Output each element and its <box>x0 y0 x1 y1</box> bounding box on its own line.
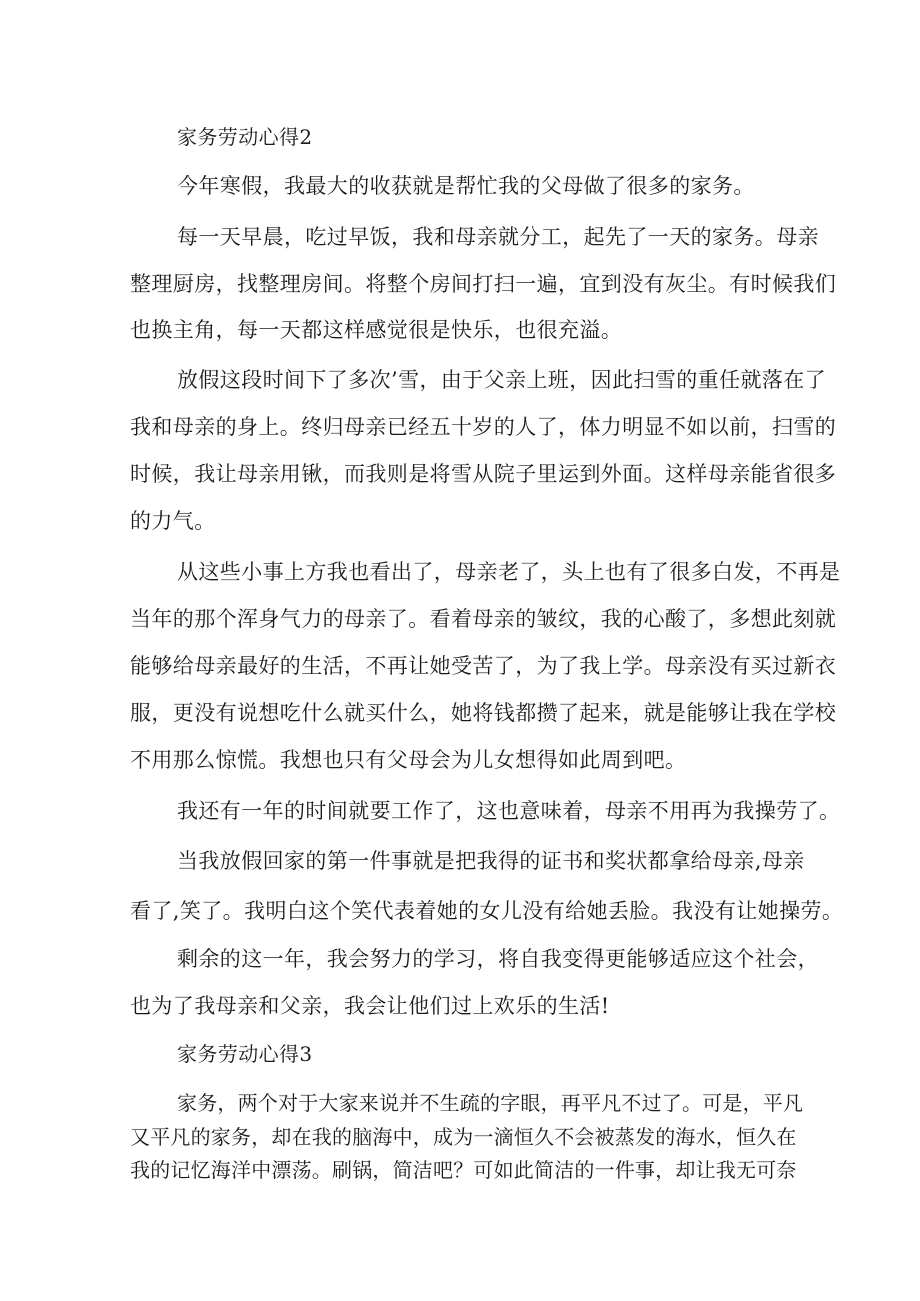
paragraph-line: 服，更没有说想吃什么就买什么，她将钱都攒了起来，就是能够让我在学校 <box>130 701 837 725</box>
paragraph-line: 的力气。 <box>130 509 216 533</box>
paragraph-line: 每一天早晨，吃过早饭，我和母亲就分工，起先了一天的家务。母亲 <box>177 225 819 249</box>
paragraph-line: 不用那么惊慌。我想也只有父母会为儿女想得如此周到吧。 <box>130 748 687 772</box>
paragraph-line: 从这些小事上方我也看出了，母亲老了，头上也有了很多白发，不再是 <box>177 560 841 584</box>
paragraph-line: 我的记忆海洋中漂荡。刷锅，简洁吧？可如此简洁的一件事，却让我无可奈 <box>130 1158 797 1182</box>
section-heading-2: 家务劳动心得2 <box>177 125 313 149</box>
paragraph-line: 当年的那个浑身气力的母亲了。看着母亲的皱纹，我的心酸了，多想此刻就 <box>130 607 837 631</box>
paragraph-line: 当我放假回家的第一件事就是把我得的证书和奖状都拿给母亲,母亲 <box>177 849 805 873</box>
paragraph-line: 也为了我母亲和父亲，我会让他们过上欢乐的生活! <box>130 994 610 1018</box>
paragraph-line: 也换主角，每一天都这样感觉很是快乐，也很充溢。 <box>130 318 623 342</box>
paragraph-line: 我和母亲的身上。终归母亲已经五十岁的人了，体力明显不如以前，扫雪的 <box>130 415 837 439</box>
paragraph-line: 剩余的这一年，我会努力的学习，将自我变得更能够适应这个社会， <box>177 947 819 971</box>
paragraph-line: 我还有一年的时间就要工作了，这也意味着，母亲不用再为我操劳了。 <box>177 799 841 823</box>
paragraph-line: 时候，我让母亲用锹，而我则是将雪从院子里运到外面。这样母亲能省很多 <box>130 462 837 486</box>
section-heading-3: 家务劳动心得3 <box>177 1042 313 1066</box>
paragraph-line: 能够给母亲最好的生活，不再让她受苦了，为了我上学。母亲没有买过新衣 <box>130 654 837 678</box>
paragraph-line: 家务，两个对于大家来说并不生疏的字眼，再平凡不过了。可是，平凡 <box>177 1091 804 1115</box>
paragraph-line: 整理厨房，找整理房间。将整个房间打扫一遍，宜到没有灰尘。有时候我们 <box>130 272 837 296</box>
paragraph-line: 看了,笑了。我明白这个笑代表着她的女儿没有给她丢脸。我没有让她操劳。 <box>130 899 844 923</box>
paragraph-line: 又平凡的家务，却在我的脑海中，成为一滴恒久不会被蒸发的海水，恒久在 <box>130 1125 797 1149</box>
paragraph-line: 今年寒假，我最大的收获就是帮忙我的父母做了很多的家务。 <box>177 174 755 198</box>
paragraph-line: 放假这段时间下了多次’雪，由于父亲上班，因此扫雪的重任就落在了 <box>177 368 827 392</box>
